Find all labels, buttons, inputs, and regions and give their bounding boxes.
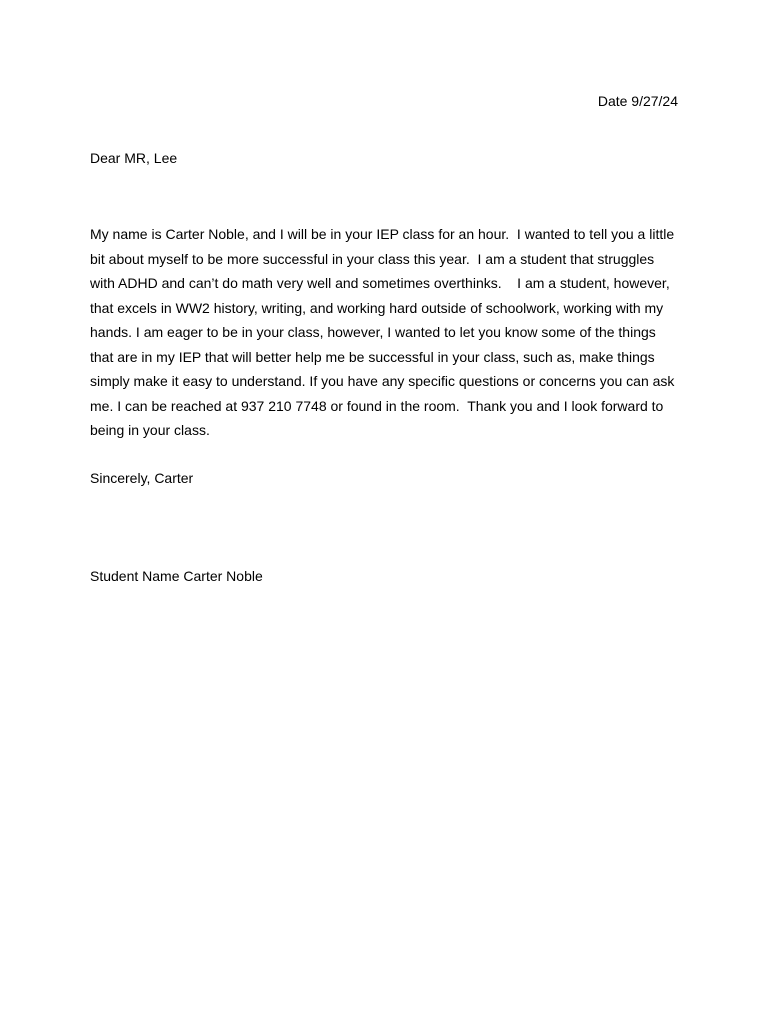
letter-salutation: Dear MR, Lee bbox=[90, 150, 178, 166]
letter-closing: Sincerely, Carter bbox=[90, 470, 194, 486]
letter-date: Date 9/27/24 bbox=[597, 93, 678, 109]
letter-body: My name is Carter Noble, and I will be in your IEP class for an hour. I wanted to tell you a little bit about myself to be more successful in your class this year. I am a student that struggles with ADHD and can’t do math very well and sometimes overthinks. I am a student, however, that excels in WW2 history, writing, and working hard outside of schoolwork, working with my hands. I am eager to be in your class, however, I wanted to let you know some of the things that are in my IEP that will better help me be successful in your class, such as, make things simply make it easy to understand. If you have any specific questions or concerns you can ask me. I can be reached at 937 210 7748 or found in the room. Thank you and I look forward to being in your class. bbox=[90, 226, 679, 438]
student-name-line: Student Name Carter Noble bbox=[90, 568, 263, 584]
